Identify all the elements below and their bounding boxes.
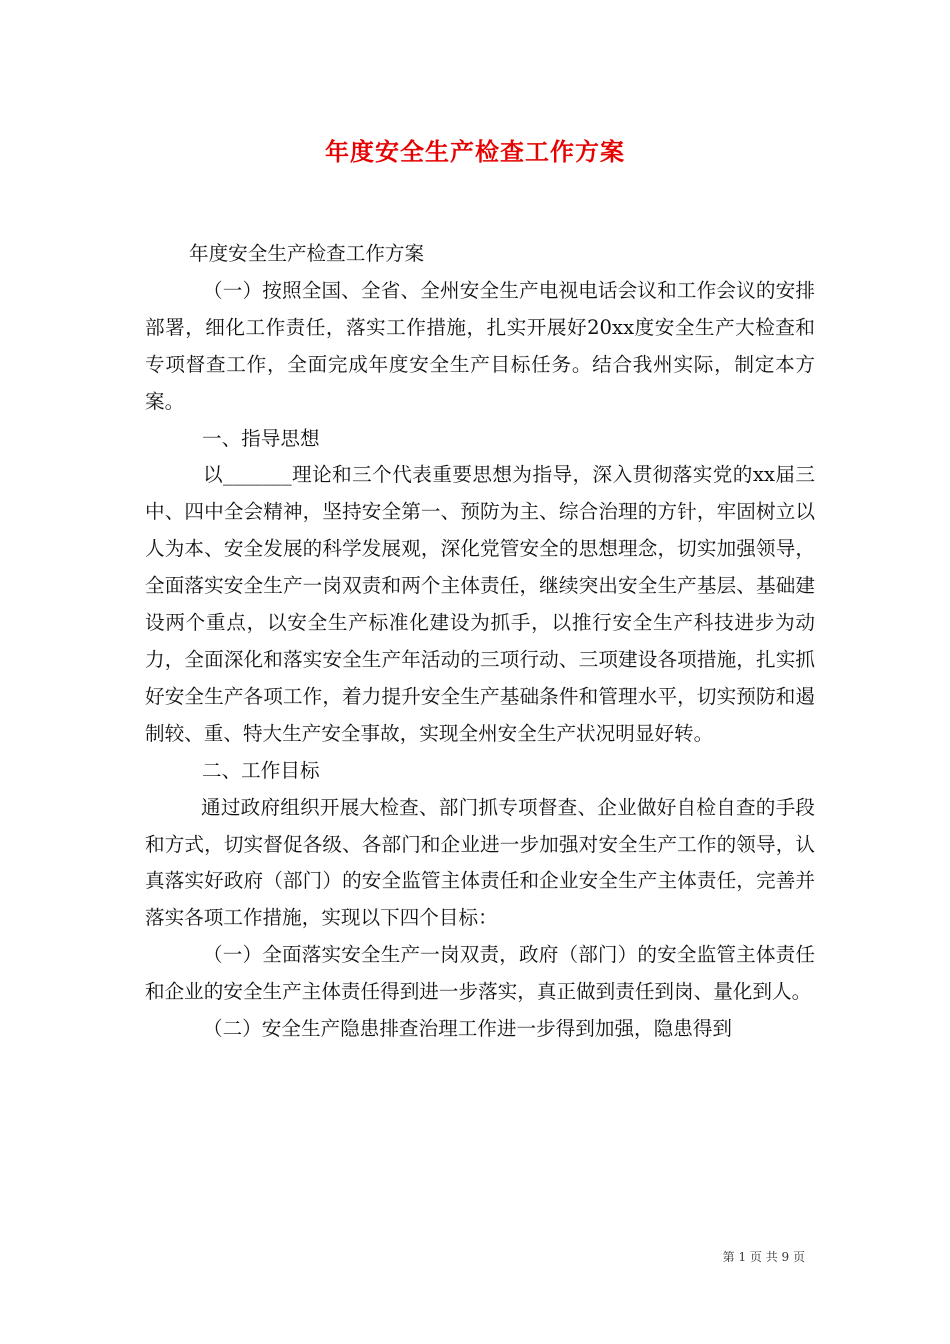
paragraph-goal-1: （一）全面落实安全生产一岗双责，政府（部门）的安全监管主体责任和企业的安全生产主体责任得到进一步落实，真正做到责任到岗、量化到人。 [145, 943, 815, 1004]
heading-work-goals: 二、工作目标 [202, 758, 320, 782]
document-body [145, 236, 815, 1048]
paragraph-work-goals: 通过政府组织开展大检查、部门抓专项督查、企业做好自检自查的手段和方式，切实督促各级、各部门和企业进一步加强对安全生产工作的领导，认真落实好政府（部门）的安全监管主体责任和企业安全生产主体责任，完善并落实各项工作措施，实现以下四个目标： [145, 795, 815, 930]
document-title: 年度安全生产检查工作方案 [325, 137, 625, 166]
paragraph-goal-2: （二）安全生产隐患排查治理工作进一步得到加强，隐患得到 [203, 1017, 733, 1041]
paragraph-subtitle: 年度安全生产检查工作方案 [189, 242, 425, 265]
paragraph-guiding-ideology: 以_______理论和三个代表重要思想为指导，深入贯彻落实党的xx届三中、四中全会精神，坚持安全第一、预防为主、综合治理的方针，牢固树立以人为本、安全发展的科学发展观，深化党管安全的思想理念，切实加强领导，全面落实安全生产一岗双责和两个主体责任，继续突出安全生产基层、基础建设两个重点，以安全生产标准化建设为抓手，以推行安全生产科技进步为动力，全面深化和落实安全生产年活动的三项行动、三项建设各项措施，扎实抓好安全生产各项工作，着力提升安全生产基础条件和管理水平，切实预防和遏制较、重、特大生产安全事故，实现全州安全生产状况明显好转。 [145, 463, 815, 745]
heading-guiding-ideology: 一、指导思想 [202, 426, 320, 450]
page-number: 第 1 页 共 9 页 [722, 1250, 805, 1264]
paragraph-intro: （一）按照全国、全省、全州安全生产电视电话会议和工作会议的安排部署，细化工作责任，落实工作措施，扎实开展好20xx度安全生产大检查和专项督查工作，全面完成年度安全生产目标任务。结合我州实际，制定本方案。 [145, 278, 815, 413]
